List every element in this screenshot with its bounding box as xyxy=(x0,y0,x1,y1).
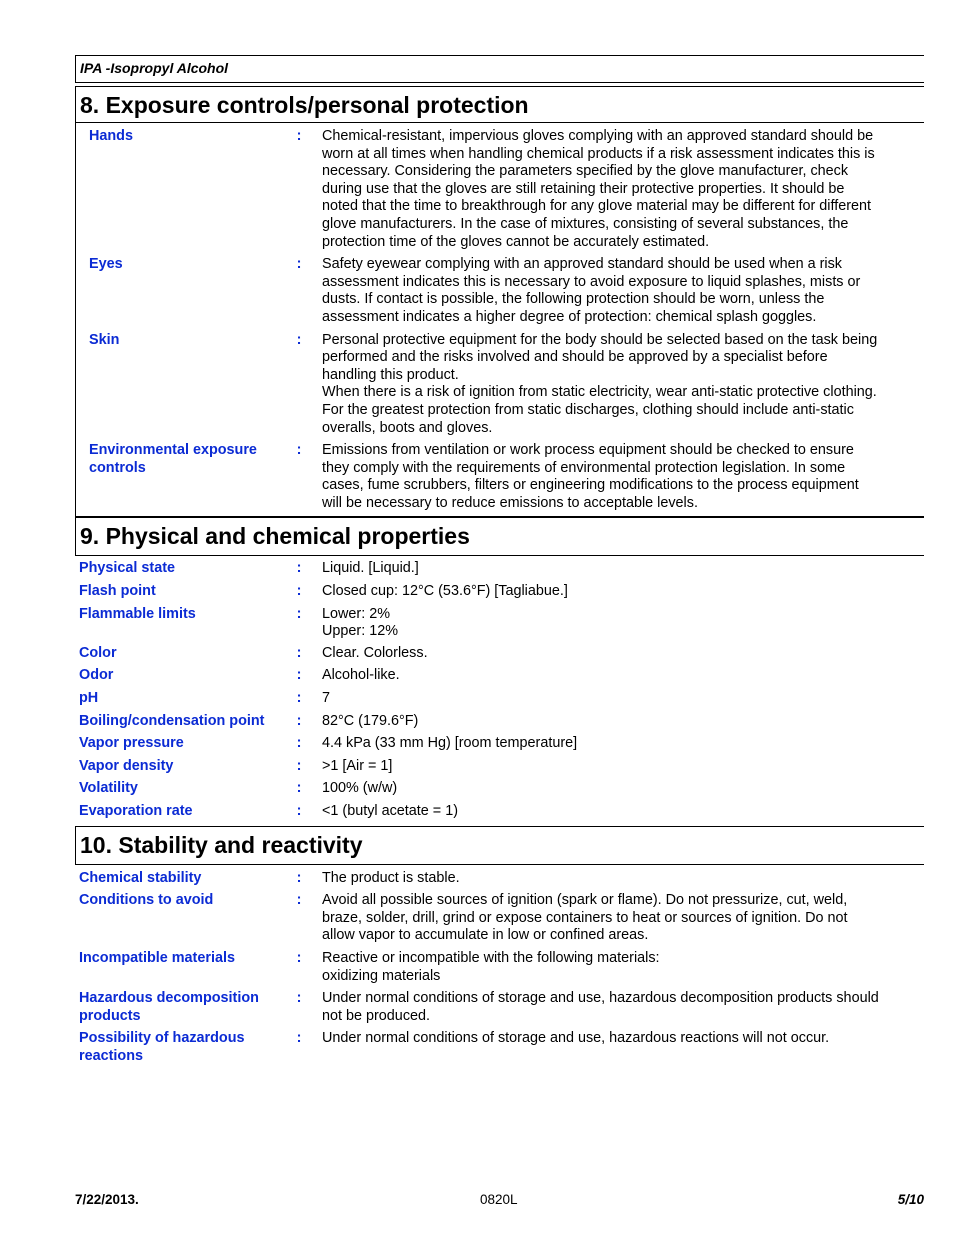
footer-page-number: 5/10 xyxy=(897,1192,924,1207)
property-label: Environmental exposure controls xyxy=(89,442,257,476)
footer-code: 0820L xyxy=(480,1192,518,1207)
property-row xyxy=(75,560,924,578)
property-row xyxy=(75,758,924,776)
label-separator: : xyxy=(296,869,302,886)
property-row xyxy=(75,892,924,945)
property-row xyxy=(76,128,924,251)
property-label: Eyes xyxy=(89,256,123,273)
property-label: pH xyxy=(79,690,99,707)
section-9-title: 9. Physical and chemical properties xyxy=(75,517,924,556)
value-line: handling this product. xyxy=(322,366,459,383)
property-label: Vapor density xyxy=(79,757,174,774)
property-row xyxy=(75,780,924,798)
value-line: Under normal conditions of storage and use, hazardous decomposition products should xyxy=(322,990,879,1007)
property-label: Color xyxy=(79,644,117,661)
property-row xyxy=(75,606,924,641)
property-label: Physical state xyxy=(79,560,175,577)
property-value xyxy=(309,256,924,326)
property-row xyxy=(75,950,924,985)
property-row xyxy=(75,990,924,1025)
value-line: Lower: 2% xyxy=(322,605,390,622)
label-separator: : xyxy=(296,667,302,684)
property-row xyxy=(75,803,924,821)
value-line: 4.4 kPa (33 mm Hg) [room temperature] xyxy=(322,735,578,752)
property-label: Chemical stability xyxy=(79,869,202,886)
property-value xyxy=(309,870,924,888)
section-8-body xyxy=(75,123,924,517)
label-separator: : xyxy=(296,780,302,797)
label-separator: : xyxy=(296,1030,302,1047)
value-line: 7 xyxy=(322,690,331,707)
value-line: glove manufacturers. In the case of mixtures, consisting of several substances, the xyxy=(322,215,849,232)
value-line: braze, solder, drill, grind or expose containers to heat or sources of ignition. Do not xyxy=(322,909,848,926)
property-label: Boiling/condensation point xyxy=(79,712,265,729)
section-10-title: 10. Stability and reactivity xyxy=(75,826,924,865)
property-label: Possibility of hazardous reactions xyxy=(79,1030,245,1064)
value-line: Clear. Colorless. xyxy=(322,644,428,661)
property-row xyxy=(76,256,924,326)
property-row xyxy=(76,442,924,512)
property-value xyxy=(309,583,924,601)
footer-date: 7/22/2013. xyxy=(75,1192,139,1207)
document-header: IPA -Isopropyl Alcohol xyxy=(75,55,924,83)
section-8-title: 8. Exposure controls/personal protection xyxy=(75,86,924,123)
value-line: When there is a risk of ignition from static electricity, wear anti-static protective clothing. xyxy=(322,384,877,401)
label-separator: : xyxy=(296,560,302,577)
label-separator: : xyxy=(296,128,302,144)
sds-page xyxy=(75,55,924,1066)
property-value xyxy=(309,690,924,708)
property-row xyxy=(75,667,924,685)
property-value xyxy=(309,892,924,945)
property-label: Odor xyxy=(79,667,114,684)
property-value xyxy=(309,606,924,641)
label-separator: : xyxy=(296,949,302,966)
value-line: during use that the gloves are still retaining their protective properties. It should be xyxy=(322,180,845,197)
property-value xyxy=(309,667,924,685)
value-line: >1 [Air = 1] xyxy=(322,757,393,774)
property-label: Hazardous decomposition products xyxy=(79,990,259,1024)
value-line: performed and the risks involved and should be approved by a specialist before xyxy=(322,349,828,366)
property-label: Hands xyxy=(89,128,133,144)
property-value xyxy=(309,803,924,821)
property-value xyxy=(309,560,924,578)
value-line: 82°C (179.6°F) xyxy=(322,712,419,729)
property-row xyxy=(76,332,924,438)
label-separator: : xyxy=(296,712,302,729)
label-separator: : xyxy=(296,803,302,819)
value-line: Under normal conditions of storage and use, hazardous reactions will not occur. xyxy=(322,1030,830,1047)
property-label: Incompatible materials xyxy=(79,949,235,966)
label-separator: : xyxy=(296,583,302,600)
property-value xyxy=(309,713,924,731)
value-line: worn at all times when handling chemical products if a risk assessment indicates this is xyxy=(322,145,875,162)
property-row xyxy=(75,870,924,888)
value-line: The product is stable. xyxy=(322,869,460,886)
value-line: Liquid. [Liquid.] xyxy=(322,560,419,577)
value-line: assessment indicates a higher degree of protection: chemical splash goggles. xyxy=(322,308,817,325)
value-line: For the greatest protection from static discharges, clothing should include anti-static xyxy=(322,401,854,418)
property-label: Volatility xyxy=(79,780,138,797)
property-label: Skin xyxy=(89,331,120,348)
section-9-body xyxy=(75,560,924,820)
property-value xyxy=(309,645,924,663)
property-value xyxy=(309,780,924,798)
value-line: noted that the time to breakthrough for any glove material may be different for different xyxy=(322,198,872,215)
value-line: Avoid all possible sources of ignition (spark or flame). Do not pressurize, cut, weld, xyxy=(322,892,848,909)
property-value xyxy=(309,758,924,776)
property-label: Flammable limits xyxy=(79,605,196,622)
property-value xyxy=(309,332,924,438)
value-line: Upper: 12% xyxy=(322,623,398,640)
property-row xyxy=(75,713,924,731)
label-separator: : xyxy=(296,644,302,661)
property-row xyxy=(75,1030,924,1065)
value-line: Safety eyewear complying with an approved standard should be used when a risk xyxy=(322,256,842,273)
value-line: Personal protective equipment for the body should be selected based on the task being xyxy=(322,331,878,348)
label-separator: : xyxy=(296,256,302,273)
property-value xyxy=(309,128,924,251)
value-line: not be produced. xyxy=(322,1007,431,1024)
property-value xyxy=(309,990,924,1025)
value-line: oxidizing materials xyxy=(322,967,441,984)
label-separator: : xyxy=(296,990,302,1007)
section-10-body xyxy=(75,870,924,1066)
property-label: Conditions to avoid xyxy=(79,892,214,909)
property-value xyxy=(309,442,924,512)
property-label: Flash point xyxy=(79,583,156,600)
value-line: Emissions from ventilation or work process equipment should be checked to ensure xyxy=(322,442,854,459)
property-value xyxy=(309,950,924,985)
property-row xyxy=(75,583,924,601)
value-line: allow vapor to accumulate in low or confined areas. xyxy=(322,927,649,944)
property-value xyxy=(309,1030,924,1065)
value-line: will be necessary to reduce emissions to acceptable levels. xyxy=(322,494,698,511)
label-separator: : xyxy=(296,605,302,622)
value-line: cases, fume scrubbers, filters or engineering modifications to the process equipment xyxy=(322,477,859,494)
value-line: necessary. Considering the parameters specified by the glove manufacturer, check xyxy=(322,163,849,180)
value-line: Chemical-resistant, impervious gloves complying with an approved standard should be xyxy=(322,128,874,144)
value-line: they comply with the requirements of environmental protection legislation. In some xyxy=(322,459,846,476)
value-line: overalls, boots and gloves. xyxy=(322,419,493,436)
property-label: Evaporation rate xyxy=(79,803,193,819)
label-separator: : xyxy=(296,892,302,909)
property-label: Vapor pressure xyxy=(79,735,184,752)
label-separator: : xyxy=(296,690,302,707)
value-line: assessment indicates this is necessary to avoid exposure to liquid splashes, mists or xyxy=(322,273,861,290)
label-separator: : xyxy=(296,442,302,459)
property-row xyxy=(75,735,924,753)
property-row xyxy=(75,645,924,663)
value-line: 100% (w/w) xyxy=(322,780,398,797)
property-row xyxy=(75,690,924,708)
value-line: <1 (butyl acetate = 1) xyxy=(322,803,458,819)
label-separator: : xyxy=(296,331,302,348)
value-line: dusts. If contact is possible, the following protection should be worn, unless the xyxy=(322,291,825,308)
value-line: Reactive or incompatible with the following materials: xyxy=(322,949,660,966)
value-line: Closed cup: 12°C (53.6°F) [Tagliabue.] xyxy=(322,583,568,600)
value-line: protection time of the gloves cannot be accurately estimated. xyxy=(322,233,710,250)
label-separator: : xyxy=(296,757,302,774)
property-value xyxy=(309,735,924,753)
value-line: Alcohol-like. xyxy=(322,667,400,684)
label-separator: : xyxy=(296,735,302,752)
